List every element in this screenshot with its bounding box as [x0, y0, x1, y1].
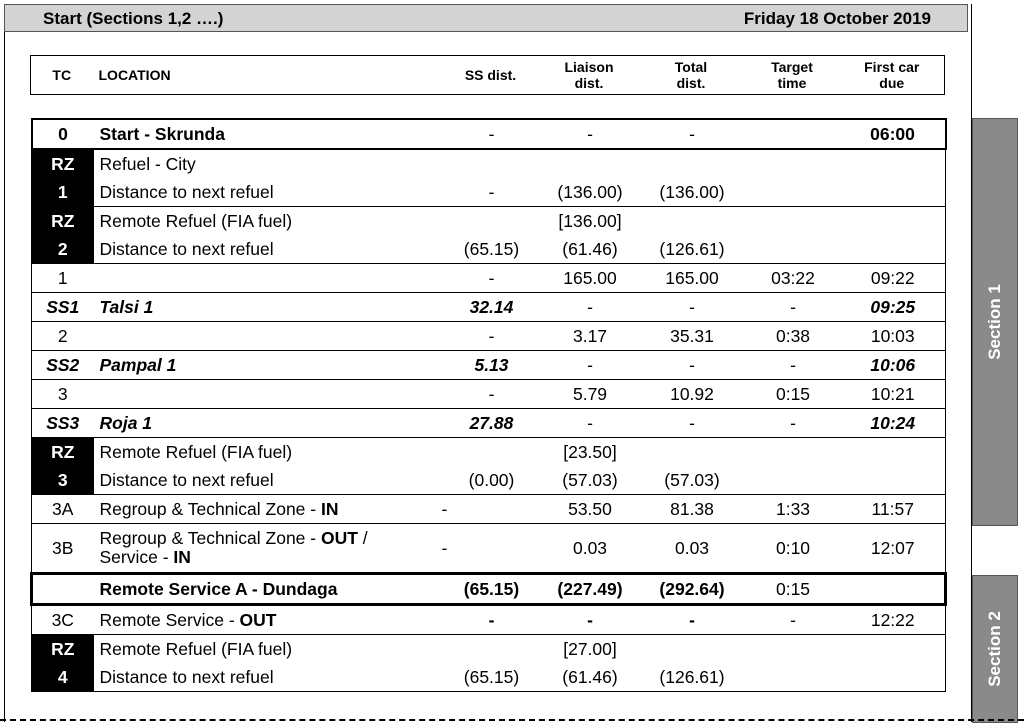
total-cell: -: [639, 293, 746, 322]
tc-cell: 3B: [32, 524, 94, 574]
liaison-cell: [136.00]: [542, 207, 639, 236]
location-text: Regroup & Technical Zone -: [99, 528, 321, 548]
location-cell: Remote Refuel (FIA fuel): [94, 635, 442, 664]
liaison-cell: (136.00): [557, 181, 623, 202]
tc-cell: 3A: [32, 495, 94, 524]
ss-cell: (65.15): [463, 238, 520, 259]
location-bold: IN: [320, 498, 339, 519]
target-cell: 0:38: [746, 322, 841, 351]
ss-cell: -: [442, 322, 542, 351]
first-car-cell: 12:07: [841, 524, 946, 574]
ss-cell: -: [442, 380, 542, 409]
col-liaison: [541, 56, 638, 95]
header-bar: [4, 4, 968, 32]
table-row: [32, 178, 946, 207]
location-cell: Talsi 1: [94, 293, 442, 322]
target-cell: -: [746, 351, 841, 380]
itinerary-table: [30, 118, 947, 692]
col-first: [840, 56, 945, 95]
total-cell: 10.92: [639, 380, 746, 409]
target-cell: 0:10: [746, 524, 841, 574]
table-row: [32, 409, 946, 438]
col-target: [745, 56, 840, 95]
target-cell: 03:22: [746, 264, 841, 293]
rz-badge: RZ: [32, 149, 94, 178]
ss-cell: -: [488, 181, 495, 202]
table-row: [32, 635, 946, 664]
location-cell: Start - Skrunda: [94, 119, 442, 149]
ss-cell: 27.88: [442, 409, 542, 438]
col-total-l1: Total: [674, 59, 708, 75]
table-row: [32, 438, 946, 467]
first-car-cell: 11:57: [841, 495, 946, 524]
total-cell: 35.31: [639, 322, 746, 351]
table-row: [32, 119, 946, 149]
rz-badge: RZ: [32, 635, 94, 664]
table-row: [32, 663, 946, 692]
rz-badge: RZ: [32, 207, 94, 236]
liaison-cell: (61.46): [562, 238, 618, 259]
liaison-cell: (61.46): [542, 663, 639, 692]
ss-cell: -: [442, 605, 542, 635]
first-car-cell: 10:21: [841, 380, 946, 409]
location-cell: Distance to next refuel: [99, 469, 274, 490]
target-cell: 0:15: [746, 574, 841, 605]
location-text: /: [357, 528, 368, 548]
ss-cell: 32.14: [442, 293, 542, 322]
tc-cell: 2: [32, 322, 94, 351]
total-cell: -: [639, 119, 746, 149]
col-total: [638, 56, 745, 95]
liaison-cell: -: [542, 119, 639, 149]
first-car-cell: 10:03: [841, 322, 946, 351]
page-title: Start (Sections 1,2 ….): [43, 9, 224, 28]
first-car-cell: 10:06: [841, 351, 946, 380]
col-first-l2: due: [879, 75, 905, 91]
location-cell: Pampal 1: [94, 351, 442, 380]
col-liaison-l2: dist.: [574, 75, 604, 91]
table-row: [32, 495, 946, 524]
table-row: [32, 322, 946, 351]
total-cell: 165.00: [639, 264, 746, 293]
table-row: [32, 149, 946, 178]
location-cell: Remote Service A - Dundaga: [94, 574, 442, 605]
first-car-cell: 12:22: [841, 605, 946, 635]
column-header: [30, 55, 945, 95]
section-2-label: Section 2: [985, 611, 1004, 687]
ss-cell: (0.00): [468, 469, 515, 490]
table-row: [32, 264, 946, 293]
location-cell: Distance to next refuel: [99, 181, 274, 202]
col-target-l1: Target: [771, 59, 813, 75]
tc-cell: 0: [32, 119, 94, 149]
col-first-l1: First car: [864, 59, 920, 75]
liaison-cell: 0.03: [542, 524, 639, 574]
total-cell: (57.03): [664, 469, 720, 490]
location-cell: Distance to next refuel: [94, 663, 442, 692]
location-cell: [94, 605, 442, 635]
page-date: Friday 18 October 2019: [743, 9, 931, 28]
section-2-tab: [972, 575, 1018, 723]
liaison-cell: -: [542, 293, 639, 322]
total-cell: (136.00): [659, 181, 725, 202]
table-row: [32, 466, 946, 495]
liaison-cell: -: [542, 605, 639, 635]
col-location: LOCATION: [93, 56, 441, 95]
location-text: Regroup & Technical Zone -: [99, 498, 321, 519]
col-liaison-l1: Liaison: [564, 59, 614, 75]
location-cell: Remote Refuel (FIA fuel): [94, 438, 442, 467]
page-cut-line: [0, 719, 1024, 721]
total-cell: 0.03: [639, 524, 746, 574]
liaison-cell: -: [542, 409, 639, 438]
total-cell: 81.38: [639, 495, 746, 524]
ss-cell: -: [442, 264, 542, 293]
ss-cell: -: [442, 495, 542, 524]
location-cell: Refuel - City: [94, 149, 442, 178]
table-row: [32, 380, 946, 409]
col-ss: SS dist.: [441, 56, 541, 95]
rz-badge-number: 3: [32, 466, 94, 495]
location-cell: [94, 495, 442, 524]
col-target-l2: time: [777, 75, 807, 91]
section-1-label: Section 1: [985, 284, 1004, 360]
total-cell: -: [639, 409, 746, 438]
first-car-cell: 06:00: [841, 119, 946, 149]
table-row: [32, 207, 946, 236]
ss-cell: (65.15): [442, 663, 542, 692]
first-car-cell: 09:25: [841, 293, 946, 322]
target-cell: -: [746, 293, 841, 322]
ss-cell: (65.15): [442, 574, 542, 605]
location-cell: [94, 524, 442, 574]
total-cell: -: [639, 351, 746, 380]
ss-cell: 5.13: [442, 351, 542, 380]
first-car-cell: 10:24: [841, 409, 946, 438]
liaison-cell: 165.00: [542, 264, 639, 293]
location-cell: Distance to next refuel: [99, 238, 274, 259]
rz-badge-number: 1: [32, 178, 94, 207]
table-row: [32, 293, 946, 322]
ss-cell: -: [442, 524, 542, 574]
rz-badge: RZ: [32, 438, 94, 467]
tc-cell: SS1: [32, 293, 94, 322]
liaison-cell: 53.50: [542, 495, 639, 524]
liaison-cell: (57.03): [562, 469, 618, 490]
rz-badge-number: 4: [32, 663, 94, 692]
section-1-tab: [972, 118, 1018, 526]
liaison-cell: [23.50]: [542, 438, 639, 467]
location-text: Service -: [99, 547, 174, 567]
liaison-cell: 3.17: [542, 322, 639, 351]
ss-cell: -: [442, 119, 542, 149]
total-cell: (126.61): [639, 663, 746, 692]
total-cell: (126.61): [659, 238, 725, 259]
table-row: [32, 351, 946, 380]
table-row: [32, 524, 946, 574]
target-cell: 1:33: [746, 495, 841, 524]
table-row: [32, 574, 946, 605]
table-row: [32, 235, 946, 264]
liaison-cell: [27.00]: [542, 635, 639, 664]
total-cell: (292.64): [639, 574, 746, 605]
first-car-cell: 09:22: [841, 264, 946, 293]
tc-cell: SS2: [32, 351, 94, 380]
liaison-cell: (227.49): [542, 574, 639, 605]
location-cell: Roja 1: [94, 409, 442, 438]
target-cell: 0:15: [746, 380, 841, 409]
location-bold: OUT: [239, 609, 277, 630]
liaison-cell: 5.79: [542, 380, 639, 409]
tc-cell: 1: [32, 264, 94, 293]
target-cell: [746, 119, 841, 149]
table-row: [32, 605, 946, 635]
liaison-cell: -: [542, 351, 639, 380]
tc-cell: 3C: [32, 605, 94, 635]
location-bold: IN: [173, 547, 191, 567]
tc-cell: SS3: [32, 409, 94, 438]
rz-badge-number: 2: [32, 235, 94, 264]
location-bold: OUT: [320, 528, 358, 548]
col-tc: TC: [31, 56, 93, 95]
total-cell: -: [639, 605, 746, 635]
target-cell: -: [746, 409, 841, 438]
target-cell: -: [746, 605, 841, 635]
location-text: Remote Service -: [99, 609, 240, 630]
location-cell: Remote Refuel (FIA fuel): [94, 207, 442, 236]
tc-cell: 3: [32, 380, 94, 409]
col-total-l2: dist.: [676, 75, 706, 91]
